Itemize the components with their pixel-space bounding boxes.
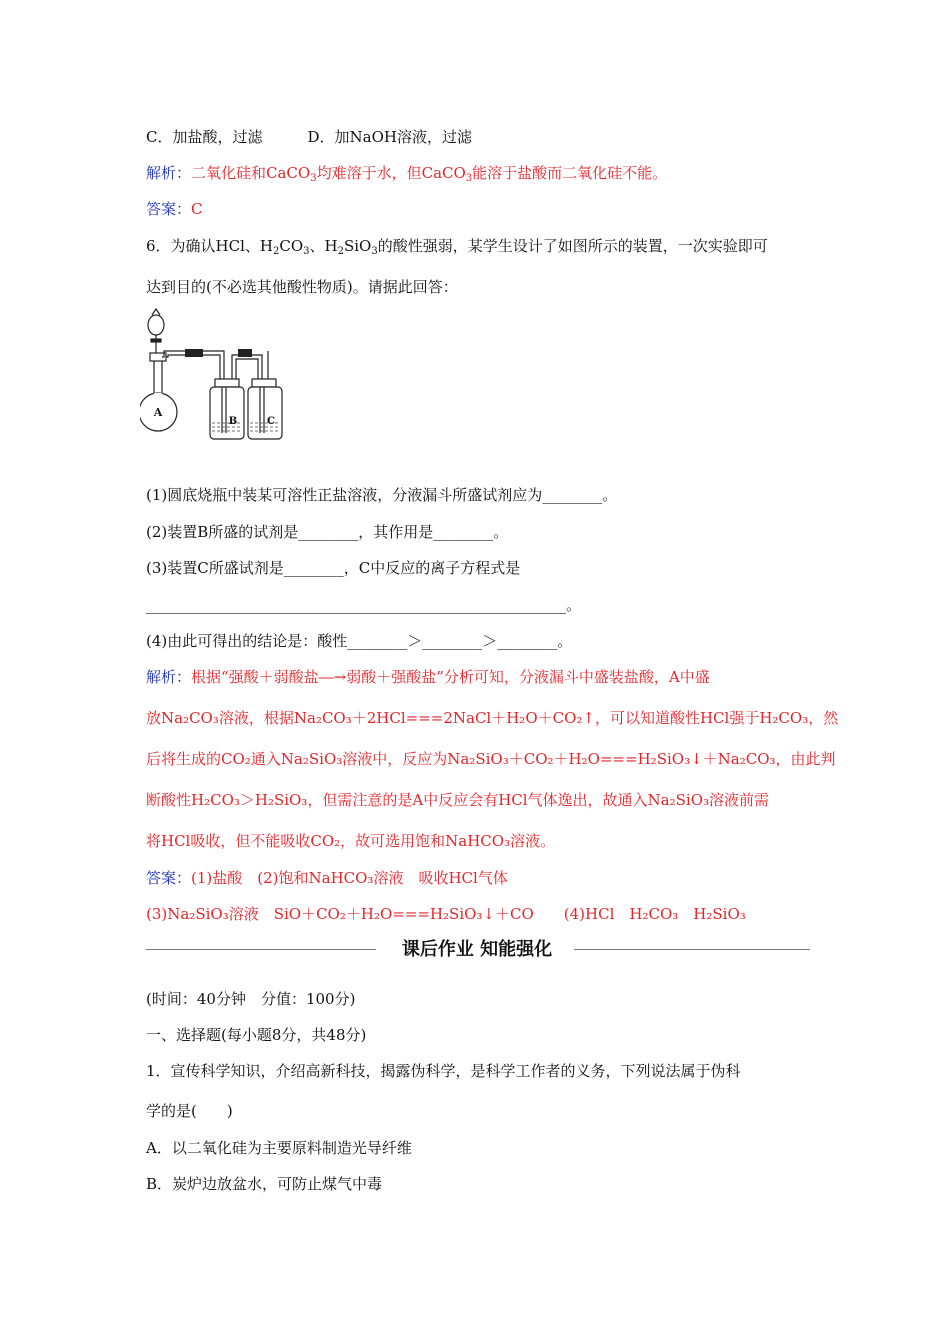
q6-analysis-line1: 解析：根据“强酸＋弱酸盐―→弱酸＋强酸盐”分析可知，分液漏斗中盛装盐酸，A中盛 [146, 668, 710, 686]
q6-sub4: (4)由此可得出的结论是：酸性________＞________＞________。 [146, 632, 573, 650]
options-c-d: C．加盐酸，过滤 D．加NaOH溶液，过滤 [146, 128, 472, 146]
analysis-label: 解析： [146, 164, 192, 182]
funnel-stopper [152, 309, 160, 315]
funnel-bulb [148, 315, 164, 335]
prev-answer [146, 198, 830, 220]
apparatus-figure [140, 305, 290, 450]
q6-sub3: (3)装置C所盛试剂是________，C中反应的离子方程式是 [146, 559, 521, 577]
label-a: A [153, 406, 163, 419]
divider-rule-right [574, 949, 810, 950]
q6-sub3-blank: ________________________________________________________。 [146, 596, 582, 614]
label-b: B [228, 416, 238, 427]
section-divider [146, 936, 810, 964]
time-note: (时间：40分钟 分值：100分) [146, 990, 356, 1008]
q6-analysis-line2: 放Na₂CO₃溶液，根据Na₂CO₃＋2HCl===2NaCl＋H₂O＋CO₂↑，可以知道酸性HCl强于H₂CO₃，然 [146, 709, 839, 727]
prev-analysis [146, 162, 830, 190]
q6-stem-line2: 达到目的(不必选其他酸性物质)。请据此回答： [146, 278, 458, 296]
section-title: 课后作业 知能强化 [401, 939, 553, 960]
divider-rule-left [146, 949, 376, 950]
q1-option-b: B．炭炉边放盆水，可防止煤气中毒 [146, 1175, 383, 1193]
q6-sub1: (1)圆底烧瓶中装某可溶性正盐溶液，分液漏斗所盛试剂应为________。 [146, 486, 618, 504]
q6-stem-line1: 6．为确认HCl、$H_2CO_3$、$H_2SiO_3$的酸性强弱，某学生设计了如图所示的装置，一次实验即可 [146, 237, 768, 257]
answer-label: 答案： [146, 869, 192, 887]
q6-analysis-line3: 后将生成的CO₂通入Na₂SiO₃溶液中，反应为Na₂SiO₃＋CO₂＋H₂O===H₂SiO₃↓＋Na₂CO₃，由此判 [146, 750, 836, 768]
q6-answer-line2: (3)Na₂SiO₃溶液 SiO＋CO₂＋H₂O===H₂SiO₃↓＋CO (4)HCl H₂CO₃ H₂SiO₃ [146, 905, 746, 923]
q1-stem-line2: 学的是( ) [146, 1102, 233, 1120]
q6-analysis-line4: 断酸性H₂CO₃＞H₂SiO₃，但需注意的是A中反应会有HCl气体逸出，故通入Na₂SiO₃溶液前需 [146, 791, 770, 809]
answer-label: 答案： [146, 200, 192, 218]
q6-analysis-line5: 将HCl吸收，但不能吸收CO₂，故可选用饱和NaHCO₃溶液。 [146, 832, 556, 850]
q1-stem-line1: 1．宣传科学知识，介绍高新科技，揭露伪科学，是科学工作者的义务，下列说法属于伪科 [146, 1062, 741, 1080]
analysis-text: 二氧化硅和CaCO$_3$均难溶于水，但CaCO$_3$能溶于盐酸而二氧化硅不能。 [191, 164, 668, 184]
q6-sub2: (2)装置B所盛的试剂是________，其作用是________。 [146, 523, 509, 541]
part-heading: 一、选择题(每小题8分，共48分) [146, 1026, 367, 1044]
q1-option-a: A．以二氧化硅为主要原料制造光导纤维 [146, 1139, 412, 1157]
label-c: C [267, 416, 275, 427]
analysis-label: 解析： [146, 668, 192, 686]
q6-answer-line1: 答案：(1)盐酸 (2)饱和NaHCO₃溶液 吸收HCl气体 [146, 869, 508, 887]
answer-value: C [191, 200, 203, 218]
